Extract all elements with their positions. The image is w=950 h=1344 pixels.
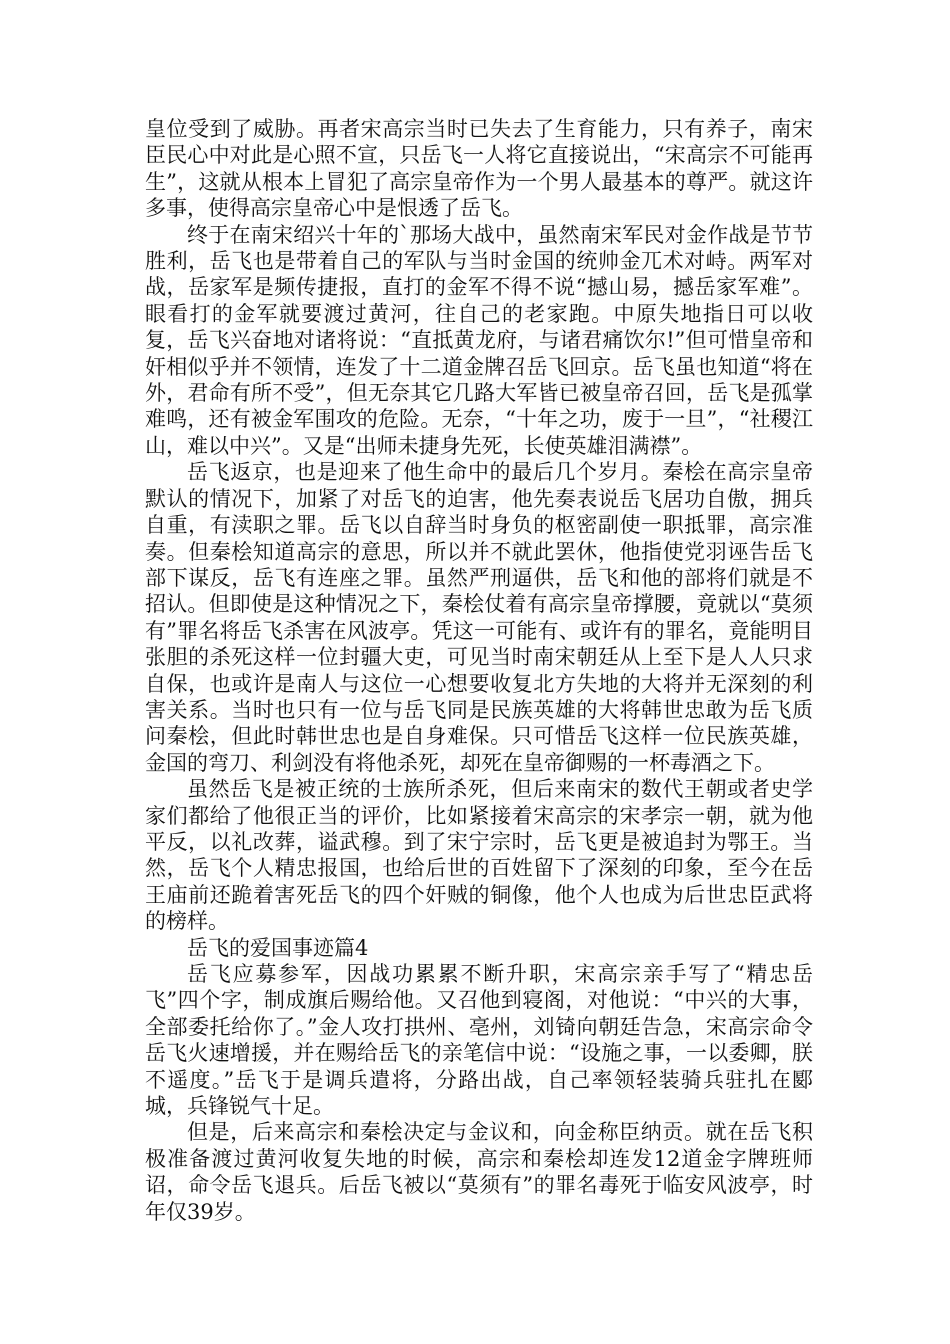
document-page <box>145 116 813 1225</box>
paragraph-4: 虽然岳飞是被正统的士族所杀死，但后来南宋的数代王朝或者史学家们都给了他很正当的评价，比如紧接着宋高宗的宋孝宗一朝，就为他平反，以礼改葬，谥武穆。到了宋宁宗时，岳飞更是被追封为鄂王。当然，岳飞个人精忠报国，也给后世的百姓留下了深刻的印象，至今在岳王庙前还跪着害死岳飞的四个奸贼的铜像，他个人也成为后世忠臣武将的榜样。 <box>145 777 813 934</box>
paragraph-1: 皇位受到了威胁。再者宋高宗当时已失去了生育能力，只有养子，南宋臣民心中对此是心照不宣，只岳飞一人将它直接说出，“宋高宗不可能再生”，这就从根本上冒犯了高宗皇帝作为一个男人最基本的尊严。就这许多事，使得高宗皇帝心中是恨透了岳飞。 <box>145 117 813 221</box>
paragraph-2: 终于在南宋绍兴十年的`那场大战中，虽然南宋军民对金作战是节节胜利，岳飞也是带着自己的军队与当时金国的统帅金兀术对峙。两军对战，岳家军是频传捷报，直打的金军不得不说“撼山易，撼岳家军难”。眼看打的金军就要渡过黄河，往自己的老家跑。中原失地指日可以收复，岳飞兴奋地对诸将说：“直抵黄龙府，与诸君痛饮尔!”但可惜皇帝和奸相似乎并不领情，连发了十二道金牌召岳飞回京。岳飞虽也知道“将在外，君命有所不受”，但无奈其它几路大军皆已被皇帝召回，岳飞是孤掌难鸣，还有被金军围攻的危险。无奈，“十年之功，废于一旦”，“社稷江山，难以中兴”。又是“出师未捷身先死，长使英雄泪满襟”。 <box>145 222 813 458</box>
section-paragraph-1: 岳飞应募参军，因战功累累不断升职，宋高宗亲手写了“精忠岳飞”四个字，制成旗后赐给他。又召他到寝阁，对他说：“中兴的大事，全部委托给你了。”金人攻打拱州、亳州，刘锜向朝廷告急，宋高宗命令岳飞火速增援，并在赐给岳飞的亲笔信中说：“设施之事，一以委卿，朕不遥度。”岳飞于是调兵遣将，分路出战，自己率领轻装骑兵驻扎在郾城，兵锋锐气十足。 <box>145 962 813 1119</box>
section-heading: 岳飞的爱国事迹篇4 <box>187 935 369 960</box>
paragraph-3: 岳飞返京，也是迎来了他生命中的最后几个岁月。秦桧在高宗皇帝默认的情况下，加紧了对岳飞的迫害，他先奏表说岳飞居功自傲，拥兵自重，有渎职之罪。岳飞以自辞当时身负的枢密副使一职抵罪，高宗准奏。但秦桧知道高宗的意思，所以并不就此罢休，他指使党羽诬告岳飞部下谋反，岳飞有连座之罪。虽然严刑逼供，岳飞和他的部将们就是不招认。但即使是这种情况之下，秦桧仗着有高宗皇帝撑腰，竟就以“莫须有”罪名将岳飞杀害在风波亭。凭这一可能有、或许有的罪名，竟能明目张胆的杀死这样一位封疆大吏，可见当时南宋朝廷从上至下是人人只求自保，也或许是南人与这位一心想要收复北方失地的大将并无深刻的利害关系。当时也只有一位与岳飞同是民族英雄的大将韩世忠敢为岳飞质问秦桧，但此时韩世忠也是自身难保。只可惜岳飞这样一位民族英雄，金国的弯刀、利剑没有将他杀死，却死在皇帝御赐的一杯毒酒之下。 <box>145 460 813 775</box>
section-paragraph-2: 但是，后来高宗和秦桧决定与金议和，向金称臣纳贡。就在岳飞积极准备渡过黄河收复失地的时候，高宗和秦桧却连发12道金字牌班师诏，命令岳飞退兵。后岳飞被以“莫须有”的罪名毒死于临安风波亭，时年仅39岁。 <box>145 1120 813 1224</box>
